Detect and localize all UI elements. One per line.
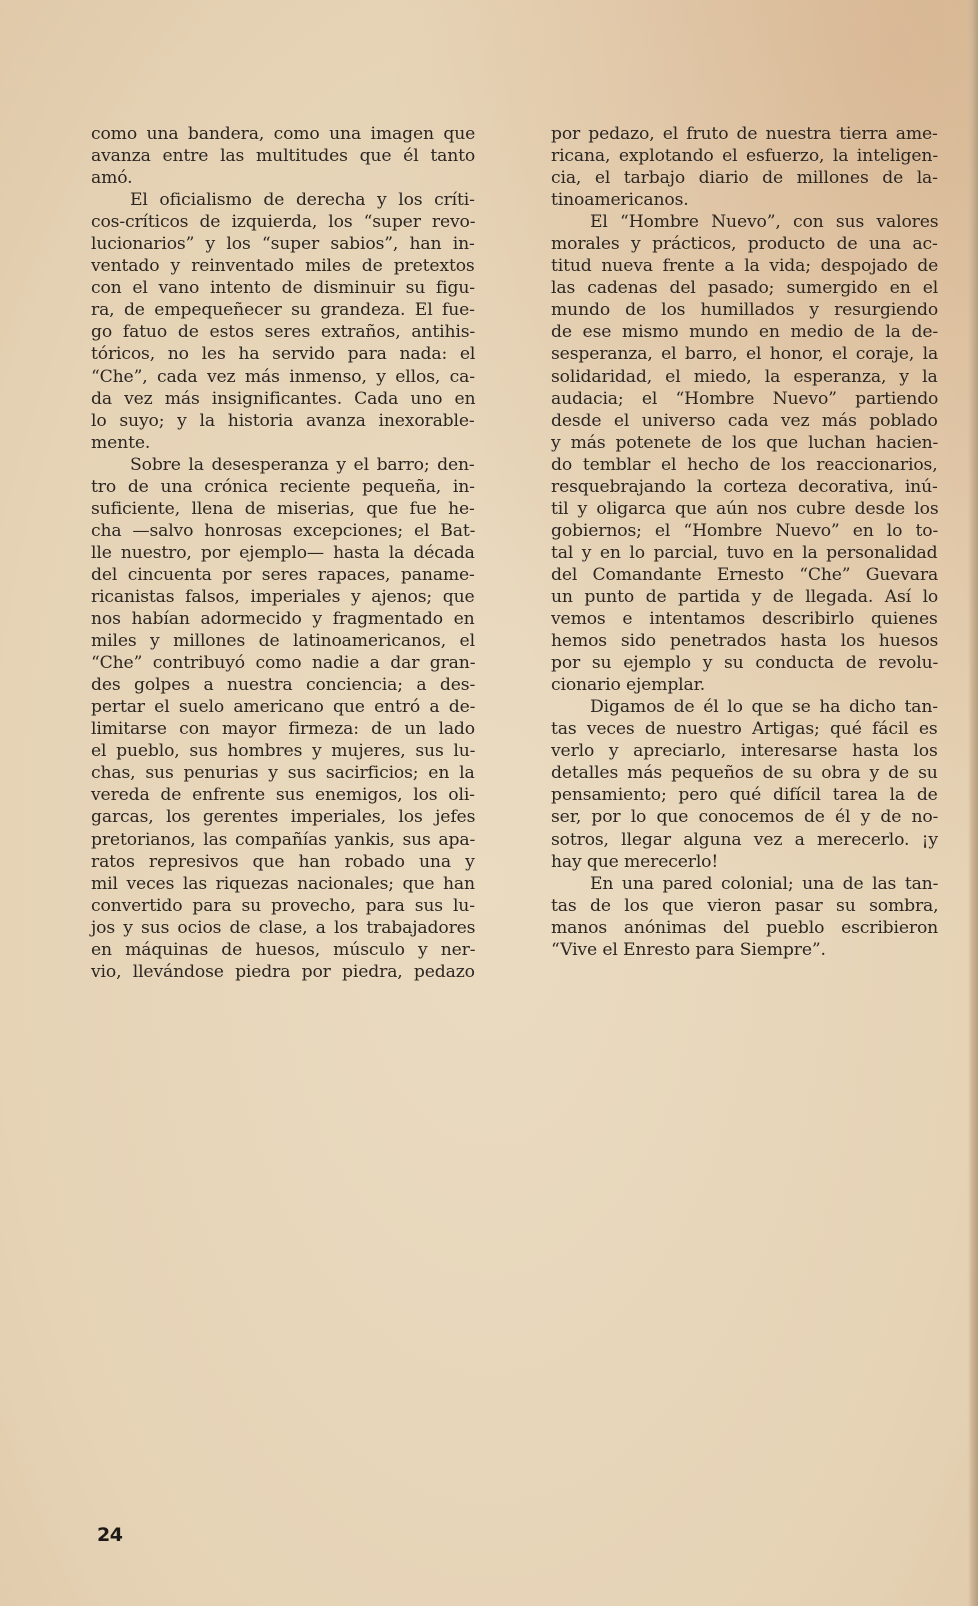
text-line: mil veces las riquezas nacionales; que han bbox=[91, 873, 475, 894]
text-line: cha —salvo honrosas excepciones; el Bat- bbox=[91, 520, 476, 541]
text-line: amó. bbox=[91, 168, 133, 189]
text-line: ser, por lo que conocemos de él y de no- bbox=[551, 807, 939, 828]
text-line: detalles más pequeños de su obra y de su bbox=[551, 763, 938, 784]
text-line: audacia; el “Hombre Nuevo” partiendo bbox=[551, 388, 939, 409]
text-line: por pedazo, el fruto de nuestra tierra ame- bbox=[551, 124, 938, 144]
text-line: solidaridad, el miedo, la esperanza, y la bbox=[551, 366, 938, 387]
text-line: vereda de enfrente sus enemigos, los oli- bbox=[91, 785, 475, 806]
text-line: sesperanza, el barro, el honor, el coraje, la bbox=[551, 344, 939, 365]
text-line: de ese mismo mundo en medio de la de- bbox=[551, 322, 938, 343]
text-line: tinoamericanos. bbox=[551, 190, 689, 211]
text-line: hay que merecerlo! bbox=[551, 851, 719, 872]
text-line: tóricos, no les ha servido para nada: el bbox=[91, 344, 476, 365]
text-line: ratos represivos que han robado una y bbox=[91, 851, 475, 872]
text-line: ricana, explotando el esfuerzo, la inteligen- bbox=[551, 146, 938, 167]
text-line: cionario ejemplar. bbox=[551, 675, 706, 696]
text-line: ricanistas falsos, imperiales y ajenos; que bbox=[91, 586, 475, 607]
text-line: tal y en lo parcial, tuvo en la personalidad bbox=[551, 542, 938, 563]
text-line: cia, el tarbajo diario de millones de la- bbox=[551, 168, 938, 189]
text-line: pretorianos, las compañías yankis, sus apa- bbox=[91, 829, 476, 850]
text-line: “Che” contribuyó como nadie a dar gran- bbox=[91, 653, 476, 674]
text-line: manos anónimas del pueblo escribieron bbox=[551, 917, 939, 938]
text-line: En una pared colonial; una de las tan- bbox=[590, 873, 939, 894]
text-line: da vez más insignificantes. Cada uno en bbox=[91, 388, 476, 409]
text-line: lle nuestro, por ejemplo— hasta la década bbox=[91, 542, 475, 563]
text-line: avanza entre las multitudes que él tanto bbox=[91, 146, 476, 167]
text-line: lo suyo; y la historia avanza inexorable- bbox=[91, 410, 475, 431]
text-line: el pueblo, sus hombres y mujeres, sus lu- bbox=[91, 741, 476, 762]
text-line: “Vive el Enresto para Siempre”. bbox=[551, 939, 826, 960]
text-line: miles y millones de latinoamericanos, el bbox=[91, 631, 475, 652]
text-line: vemos e intentamos describirlo quienes bbox=[551, 609, 938, 630]
text-line: suficiente, llena de miserias, que fue he- bbox=[91, 498, 475, 519]
text-line: convertido para su provecho, para sus lu- bbox=[91, 895, 475, 916]
text-line: verlo y apreciarlo, interesarse hasta los bbox=[551, 741, 938, 762]
text-line: un punto de partida y de llegada. Así lo bbox=[551, 586, 939, 607]
text-line: del cincuenta por seres rapaces, paname- bbox=[91, 564, 475, 585]
text-line: El oficialismo de derecha y los críti- bbox=[130, 190, 475, 211]
text-line: Sobre la desesperanza y el barro; den- bbox=[130, 454, 475, 475]
text-line: como una bandera, como una imagen que bbox=[91, 124, 476, 144]
text-line: limitarse con mayor firmeza: de un lado bbox=[91, 719, 475, 740]
text-line: gobiernos; el “Hombre Nuevo” en lo to- bbox=[551, 520, 939, 541]
text-line: El “Hombre Nuevo”, con sus valores bbox=[590, 212, 939, 233]
text-line: do temblar el hecho de los reaccionarios, bbox=[551, 454, 938, 475]
text-line: en máquinas de huesos, músculo y ner- bbox=[91, 939, 476, 960]
text-line: por su ejemplo y su conducta de revolu- bbox=[551, 653, 939, 674]
text-line: hemos sido penetrados hasta los huesos bbox=[551, 631, 939, 652]
page-number: 24 bbox=[97, 1524, 123, 1546]
text-line: ventado y reinventado miles de pretextos bbox=[91, 256, 475, 277]
text-line: con el vano intento de disminuir su figu- bbox=[91, 278, 475, 299]
text-line: pertar el suelo americano que entró a de- bbox=[91, 697, 476, 718]
text-line: lucionarios” y los “super sabios”, han in- bbox=[91, 234, 475, 255]
text-line: morales y prácticos, producto de una ac- bbox=[551, 234, 938, 255]
text-line: tro de una crónica reciente pequeña, in- bbox=[91, 476, 475, 497]
text-line: resquebrajando la corteza decorativa, inú- bbox=[551, 476, 938, 497]
text-line: chas, sus penurias y sus sacirficios; en la bbox=[91, 763, 475, 784]
text-line: ra, de empequeñecer su grandeza. El fue- bbox=[91, 300, 475, 321]
text-line: del Comandante Ernesto “Che” Guevara bbox=[551, 564, 939, 585]
text-line: go fatuo de estos seres extraños, antihis- bbox=[91, 322, 476, 343]
text-line: pensamiento; pero qué difícil tarea la de bbox=[551, 785, 938, 806]
text-line: des golpes a nuestra conciencia; a des- bbox=[91, 675, 476, 696]
text-line: vio, llevándose piedra por piedra, pedazo bbox=[91, 961, 475, 982]
text-line: “Che”, cada vez más inmenso, y ellos, ca- bbox=[91, 366, 475, 387]
right-column bbox=[551, 123, 938, 961]
text-line: garcas, los gerentes imperiales, los jefes bbox=[91, 807, 476, 828]
text-line: Digamos de él lo que se ha dicho tan- bbox=[590, 697, 938, 718]
text-line: nos habían adormecido y fragmentado en bbox=[91, 609, 475, 630]
text-line: y más potenete de los que luchan hacien- bbox=[551, 432, 939, 453]
text-line: mente. bbox=[91, 432, 151, 453]
text-line: titud nueva frente a la vida; despojado de bbox=[551, 256, 939, 277]
text-line: cos-críticos de izquierda, los “super revo- bbox=[91, 212, 476, 233]
text-line: las cadenas del pasado; sumergido en el bbox=[551, 278, 939, 299]
text-line: tas veces de nuestro Artigas; qué fácil es bbox=[551, 719, 938, 740]
text-line: desde el universo cada vez más poblado bbox=[551, 410, 938, 431]
text-line: jos y sus ocios de clase, a los trabajadores bbox=[91, 917, 476, 938]
text-line: til y oligarca que aún nos cubre desde los bbox=[551, 498, 939, 519]
text-line: tas de los que vieron pasar su sombra, bbox=[551, 895, 939, 916]
text-line: sotros, llegar alguna vez a merecerlo. ¡y bbox=[551, 829, 938, 850]
left-column bbox=[91, 123, 475, 983]
text-line: mundo de los humillados y resurgiendo bbox=[551, 300, 939, 321]
